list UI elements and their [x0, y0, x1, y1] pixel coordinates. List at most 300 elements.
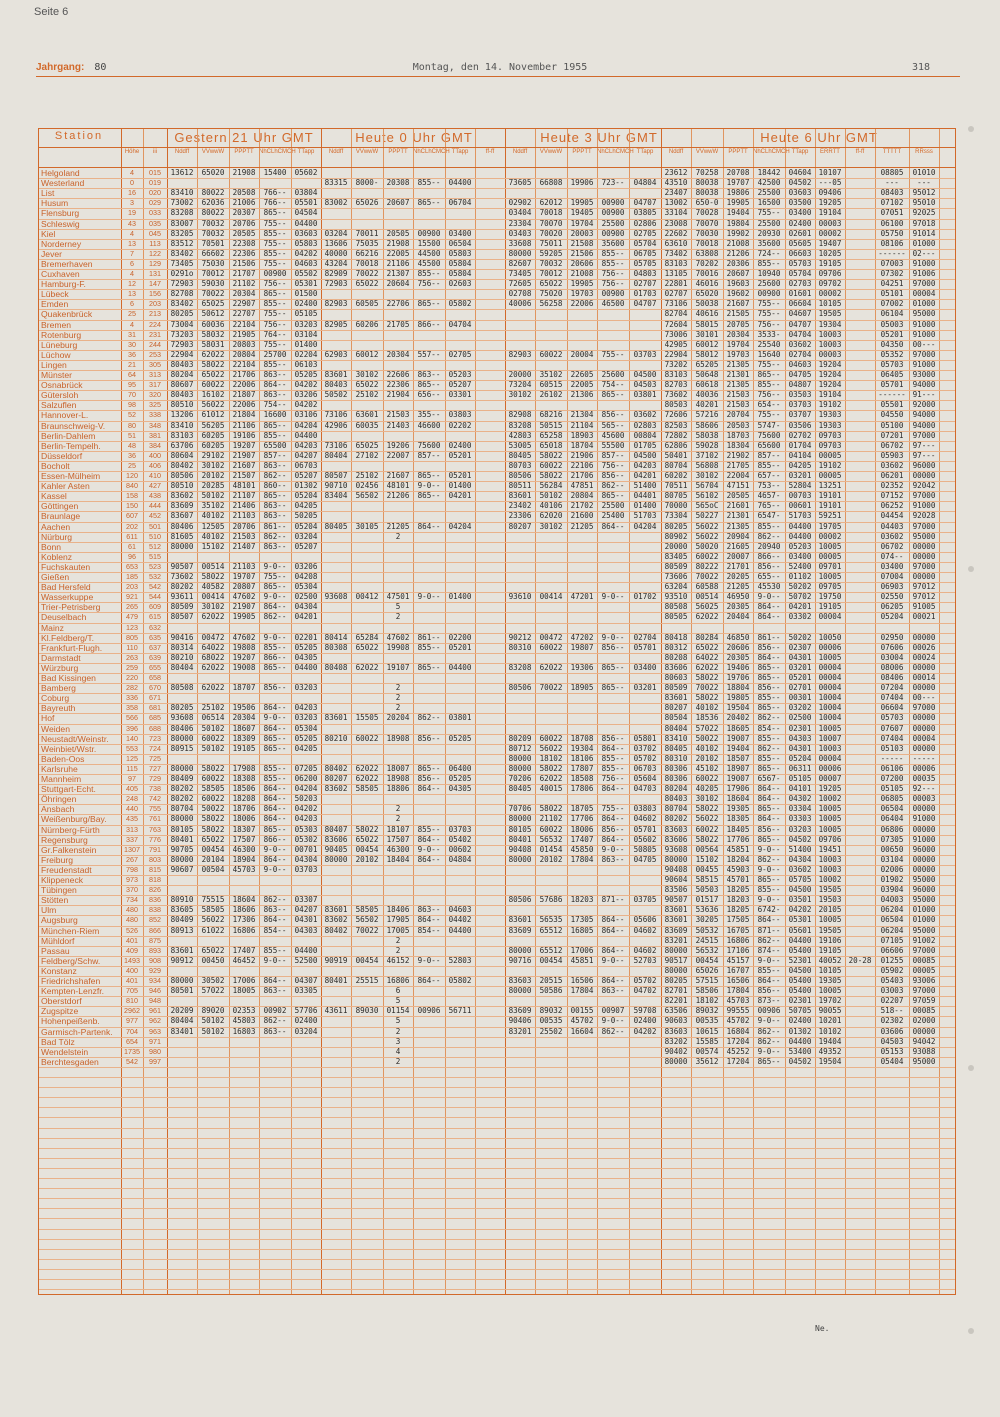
- obs-heute-6: [909, 623, 939, 633]
- obs-gestern-21: 21107: [232, 491, 256, 501]
- obs-heute-0: 20607: [386, 198, 410, 208]
- obs-heute-3: 21600: [570, 511, 594, 521]
- obs-heute-6: 02307: [788, 642, 812, 652]
- obs-heute-3: 80207: [508, 521, 532, 531]
- obs-gestern-21: 56205: [201, 420, 225, 430]
- obs-heute-6: 756--: [757, 390, 781, 400]
- obs-heute-6: [845, 693, 875, 703]
- obs-gestern-21: 03703: [294, 864, 318, 874]
- obs-heute-0: 18404: [386, 854, 410, 864]
- obs-heute-0: [351, 804, 383, 814]
- obs-heute-6: 94000: [912, 420, 936, 430]
- obs-gestern-21: 45803: [232, 1016, 256, 1026]
- obs-heute-3: [535, 582, 567, 592]
- obs-heute-6: 91000: [912, 258, 936, 268]
- obs-gestern-21: [259, 875, 291, 885]
- row-rule: [39, 1077, 955, 1078]
- obs-gestern-21: 73002: [170, 198, 194, 208]
- obs-heute-3: 21508: [570, 238, 594, 248]
- obs-heute-3: 62022: [539, 662, 563, 672]
- obs-heute-3: 864--: [601, 915, 625, 925]
- station-name: Jever: [41, 248, 63, 259]
- obs-heute-6: 03004: [880, 652, 904, 662]
- obs-heute-3: 855--: [601, 248, 625, 258]
- obs-heute-6: 22801: [664, 279, 688, 289]
- obs-heute-6: 864--: [757, 784, 781, 794]
- obs-heute-0: [413, 703, 445, 713]
- obs-heute-3: [597, 1057, 629, 1067]
- obs-heute-3: [597, 562, 629, 572]
- obs-heute-6: [875, 623, 909, 633]
- obs-heute-3: 60022: [539, 460, 563, 470]
- station-height: 52: [128, 410, 136, 420]
- obs-heute-6: 10007: [818, 733, 842, 743]
- obs-gestern-21: 864--: [263, 784, 287, 794]
- obs-heute-3: [535, 309, 567, 319]
- obs-heute-3: 89032: [539, 1006, 563, 1016]
- obs-gestern-21: 60022: [201, 774, 225, 783]
- obs-heute-0: 21206: [386, 491, 410, 501]
- obs-gestern-21: 865--: [263, 491, 287, 501]
- obs-heute-6: 05703: [880, 359, 904, 369]
- obs-heute-0: [351, 572, 383, 582]
- obs-gestern-21: 17908: [232, 763, 256, 773]
- station-height: 248: [126, 794, 138, 804]
- obs-heute-6: 20705: [726, 319, 750, 329]
- station-name: Mühldorf: [41, 935, 75, 946]
- obs-gestern-21: 00514: [201, 561, 225, 571]
- obs-heute-6: 10003: [818, 854, 842, 864]
- obs-heute-6: 00535: [695, 1016, 719, 1026]
- obs-gestern-21: 48101: [232, 481, 256, 491]
- obs-gestern-21: 62022: [201, 683, 225, 693]
- obs-gestern-21: 22104: [232, 359, 256, 369]
- obs-gestern-21: 866--: [263, 652, 287, 662]
- obs-heute-6: 63506: [664, 1006, 688, 1016]
- obs-heute-6: 755--: [757, 309, 781, 319]
- obs-heute-3: [597, 693, 629, 703]
- station-name: Düsseldorf: [41, 450, 83, 461]
- obs-heute-3: [629, 794, 661, 804]
- obs-gestern-21: 50102: [201, 723, 225, 733]
- obs-heute-3: 65512: [539, 925, 563, 935]
- obs-heute-6: 06504: [880, 804, 904, 814]
- obs-heute-3: 21506: [570, 248, 594, 258]
- obs-heute-3: 18704: [570, 440, 594, 450]
- obs-heute-6: 22004: [726, 471, 750, 480]
- obs-heute-0: [321, 996, 351, 1006]
- obs-heute-6: 20402: [726, 713, 750, 723]
- obs-heute-3: 65512: [539, 945, 563, 955]
- station-height: 798: [126, 864, 138, 874]
- obs-heute-0: 2: [395, 1056, 401, 1066]
- obs-heute-6: 05100: [880, 420, 904, 430]
- obs-gestern-21: 62022: [201, 349, 225, 359]
- obs-heute-6: 00564: [695, 844, 719, 854]
- obs-heute-3: 40015: [539, 784, 563, 794]
- obs-heute-0: 65022: [355, 279, 379, 289]
- obs-heute-6: [785, 623, 815, 633]
- obs-gestern-21: 00701: [294, 844, 318, 854]
- obs-heute-0: [321, 330, 351, 340]
- obs-gestern-21: 83601: [170, 945, 194, 955]
- obs-heute-6: [845, 1027, 875, 1037]
- obs-heute-6: [845, 330, 875, 340]
- station-height: 358: [126, 703, 138, 713]
- obs-heute-3: [535, 693, 567, 703]
- obs-heute-0: [383, 794, 413, 804]
- obs-heute-6: 33104: [664, 208, 688, 218]
- station-name: Mannheim: [41, 774, 82, 784]
- row-rule: [39, 1087, 955, 1088]
- obs-heute-0: 2: [395, 703, 401, 713]
- obs-heute-6: 02702: [788, 430, 812, 440]
- obs-heute-6: 05400: [788, 945, 812, 955]
- obs-heute-0: [445, 309, 475, 319]
- obs-gestern-21: 80402: [170, 460, 194, 470]
- obs-heute-6: 80504: [664, 713, 688, 723]
- obs-gestern-21: 863--: [263, 501, 287, 511]
- obs-heute-6: 00000: [912, 723, 936, 733]
- obs-heute-0: 21205: [386, 521, 410, 531]
- column-header: VVwwW: [201, 149, 225, 155]
- obs-heute-3: [567, 400, 597, 410]
- obs-gestern-21: [167, 936, 197, 946]
- obs-heute-6: [845, 1057, 875, 1067]
- obs-heute-0: 03801: [448, 713, 472, 723]
- obs-heute-6: 865--: [757, 662, 781, 672]
- station-index: 015: [149, 168, 161, 177]
- obs-gestern-21: 80022: [201, 188, 225, 198]
- obs-heute-6: 856--: [757, 683, 781, 693]
- obs-heute-3: [535, 188, 567, 198]
- obs-gestern-21: 16600: [263, 410, 287, 420]
- row-rule: [39, 1097, 955, 1098]
- obs-heute-6: 50020: [695, 541, 719, 551]
- obs-heute-3: 02902: [508, 198, 532, 208]
- obs-heute-6: 56102: [695, 491, 719, 501]
- obs-heute-3: [567, 693, 597, 703]
- obs-heute-0: 2: [395, 1026, 401, 1036]
- station-height: 115: [126, 763, 138, 773]
- obs-heute-0: [351, 168, 383, 178]
- obs-gestern-21: 80510: [170, 400, 194, 410]
- obs-gestern-21: 30102: [201, 602, 225, 612]
- obs-heute-6: 10107: [818, 168, 842, 177]
- obs-heute-6: 02707: [664, 289, 688, 299]
- obs-heute-0: 17507: [386, 834, 410, 844]
- station-height: 607: [126, 511, 138, 521]
- table-row: [39, 724, 955, 734]
- obs-heute-0: [321, 673, 351, 683]
- obs-heute-6: -----: [880, 753, 904, 763]
- obs-heute-3: 22605: [570, 370, 594, 379]
- obs-heute-0: [351, 330, 383, 340]
- obs-heute-0: 02456: [355, 481, 379, 491]
- obs-heute-3: 864--: [601, 834, 625, 844]
- obs-heute-6: 80404: [664, 723, 688, 733]
- obs-heute-3: 23402: [508, 501, 532, 511]
- obs-heute-6: 9-0--: [757, 955, 781, 965]
- obs-heute-3: [505, 794, 535, 804]
- station-height: 840: [126, 481, 138, 491]
- obs-gestern-21: 58505: [201, 784, 225, 794]
- obs-heute-3: 56532: [539, 834, 563, 844]
- obs-heute-6: 21505: [726, 309, 750, 319]
- obs-gestern-21: 18904: [232, 854, 256, 864]
- obs-heute-3: [629, 713, 661, 723]
- obs-gestern-21: 20304: [232, 289, 256, 299]
- obs-heute-3: 68216: [539, 410, 563, 420]
- obs-heute-3: 863--: [601, 854, 625, 864]
- obs-heute-6: 08805: [880, 168, 904, 177]
- obs-gestern-21: 35102: [201, 501, 225, 511]
- obs-heute-3: 19304: [570, 743, 594, 753]
- obs-gestern-21: 19105: [232, 743, 256, 753]
- obs-heute-0: [413, 309, 445, 319]
- obs-heute-3: 21205: [570, 521, 594, 531]
- station-height: 64: [128, 370, 136, 379]
- obs-heute-6: 10003: [818, 329, 842, 339]
- obs-heute-6: 00000: [912, 854, 936, 864]
- obs-heute-6: 05705: [788, 875, 812, 884]
- station-height: 401: [126, 935, 138, 945]
- obs-heute-0: [445, 552, 475, 562]
- obs-gestern-21: 22104: [232, 319, 256, 329]
- obs-heute-0: [445, 1016, 475, 1026]
- station-index: 639: [149, 652, 161, 662]
- obs-heute-0: 60022: [355, 733, 379, 743]
- row-rule: [39, 1138, 955, 1139]
- station-name: Freudenstadt: [41, 864, 92, 875]
- obs-gestern-21: 68022: [201, 652, 225, 662]
- obs-heute-0: 15500: [417, 238, 441, 248]
- obs-heute-0: 861--: [417, 632, 441, 642]
- obs-heute-0: [445, 623, 475, 633]
- obs-gestern-21: 83402: [170, 299, 194, 309]
- obs-heute-3: 70070: [539, 218, 563, 228]
- obs-heute-6: 854--: [757, 723, 781, 733]
- obs-heute-0: [413, 501, 445, 511]
- obs-heute-6: 53636: [695, 905, 719, 915]
- obs-heute-3: 05702: [633, 976, 657, 985]
- obs-gestern-21: 21707: [232, 269, 256, 278]
- obs-gestern-21: 83602: [170, 491, 194, 501]
- obs-heute-6: 80312: [664, 642, 688, 652]
- obs-gestern-21: 58022: [201, 763, 225, 773]
- obs-heute-3: 62022: [539, 774, 563, 783]
- obs-heute-6: 23407: [664, 188, 688, 198]
- obs-heute-3: [567, 936, 597, 946]
- obs-heute-6: 83601: [664, 915, 688, 925]
- obs-heute-6: 04704: [788, 329, 812, 339]
- obs-heute-0: [383, 168, 413, 178]
- station-name: Frankfurt-Flugh.: [41, 642, 103, 653]
- obs-gestern-21: 58022: [201, 814, 225, 824]
- station-name: Gütersloh: [41, 390, 79, 401]
- obs-heute-6: 40052: [818, 955, 842, 965]
- obs-heute-3: 863--: [601, 986, 625, 996]
- obs-heute-6: 17906: [726, 784, 750, 794]
- obs-heute-6: 856--: [757, 561, 781, 571]
- page-number: 318: [912, 62, 931, 73]
- obs-heute-6: 80208: [664, 652, 688, 662]
- obs-heute-6: 90408: [664, 864, 688, 874]
- obs-heute-6: 21305: [726, 380, 750, 390]
- obs-gestern-21: 04400: [294, 430, 318, 440]
- obs-gestern-21: 60022: [201, 380, 225, 390]
- station-height: 401: [126, 976, 138, 985]
- obs-heute-6: [845, 370, 875, 380]
- obs-heute-0: 21607: [386, 471, 410, 480]
- obs-gestern-21: 80401: [170, 834, 194, 844]
- obs-heute-0: 864--: [417, 521, 441, 531]
- obs-heute-3: 80000: [508, 763, 532, 773]
- obs-heute-0: 47501: [386, 592, 410, 602]
- obs-heute-6: 10005: [818, 986, 842, 996]
- punch-hole-icon: [968, 566, 974, 572]
- obs-heute-0: 48101: [386, 481, 410, 491]
- obs-gestern-21: 04304: [294, 854, 318, 864]
- obs-heute-6: 82703: [664, 380, 688, 390]
- obs-heute-6: 05103: [880, 743, 904, 753]
- obs-heute-3: 864--: [601, 925, 625, 935]
- table-row: [39, 522, 955, 532]
- obs-heute-6: 05703: [788, 258, 812, 268]
- obs-heute-3: [505, 532, 535, 542]
- obs-heute-6: 755--: [757, 299, 781, 309]
- obs-heute-6: 09703: [818, 440, 842, 450]
- obs-heute-6: [845, 612, 875, 622]
- obs-gestern-21: [167, 673, 197, 683]
- obs-gestern-21: 40102: [201, 531, 225, 541]
- obs-heute-3: [629, 330, 661, 340]
- obs-heute-0: [383, 360, 413, 370]
- obs-heute-6: 21503: [726, 390, 750, 400]
- obs-gestern-21: 02204: [294, 349, 318, 359]
- obs-heute-6: 03602: [880, 531, 904, 541]
- obs-heute-0: [413, 653, 445, 663]
- obs-heute-0: 30105: [355, 521, 379, 531]
- obs-heute-6: 95012: [912, 188, 936, 198]
- obs-heute-6: 20304: [726, 329, 750, 339]
- obs-heute-6: 08106: [880, 238, 904, 248]
- table-row: [39, 996, 955, 1006]
- obs-gestern-21: [291, 936, 321, 946]
- obs-heute-0: 2: [395, 945, 401, 955]
- obs-heute-6: 03104: [880, 854, 904, 864]
- obs-gestern-21: 80404: [170, 1016, 194, 1026]
- obs-heute-0: 02400: [448, 440, 472, 450]
- obs-heute-6: 03501: [788, 895, 812, 905]
- obs-heute-6: [845, 279, 875, 289]
- obs-gestern-21: 73405: [170, 258, 194, 268]
- obs-heute-6: 00514: [695, 592, 719, 602]
- station-height: 16: [128, 188, 136, 198]
- row-rule: [39, 1198, 955, 1199]
- station-name: Konstanz: [41, 965, 77, 976]
- obs-heute-3: 82908: [508, 410, 532, 420]
- obs-gestern-21: [229, 754, 259, 764]
- obs-heute-6: 21301: [726, 511, 750, 521]
- station-index: 681: [149, 703, 161, 713]
- obs-heute-0: [413, 582, 445, 592]
- obs-heute-6: 50702: [788, 592, 812, 602]
- obs-heute-6: 64022: [695, 652, 719, 662]
- table-row: [39, 1016, 955, 1026]
- obs-heute-6: [845, 188, 875, 198]
- obs-heute-0: 42906: [324, 420, 348, 430]
- obs-heute-3: 83201: [508, 1026, 532, 1036]
- station-height: 409: [126, 945, 138, 955]
- obs-gestern-21: 21907: [232, 602, 256, 612]
- obs-gestern-21: 21102: [232, 279, 256, 289]
- obs-heute-0: 62903: [324, 349, 348, 359]
- obs-heute-6: 16705: [726, 925, 750, 935]
- obs-heute-6: 73602: [664, 390, 688, 400]
- obs-heute-6: 18804: [726, 683, 750, 693]
- obs-heute-6: 03603: [788, 188, 812, 198]
- obs-gestern-21: 00900: [263, 269, 287, 278]
- obs-heute-6: 70030: [695, 228, 719, 238]
- obs-heute-6: 03201: [788, 471, 812, 480]
- obs-gestern-21: [167, 1057, 197, 1067]
- station-height: 479: [126, 612, 138, 622]
- table-row: [39, 875, 955, 885]
- obs-heute-6: 83609: [664, 925, 688, 935]
- obs-heute-0: [445, 188, 475, 198]
- obs-heute-6: [845, 340, 875, 350]
- obs-heute-6: 00004: [912, 289, 936, 299]
- obs-heute-3: 70706: [508, 804, 532, 814]
- table-row: [39, 380, 955, 390]
- obs-heute-6: 19404: [818, 1036, 842, 1046]
- obs-heute-6: 45252: [726, 1046, 750, 1056]
- station-name: Karlsruhe: [41, 763, 78, 774]
- obs-heute-6: 855--: [757, 885, 781, 895]
- header-rule-line: [39, 147, 955, 148]
- obs-heute-6: 02400: [788, 1016, 812, 1026]
- obs-heute-6: 19905: [726, 198, 750, 208]
- obs-heute-0: [383, 309, 413, 319]
- obs-heute-3: 80209: [508, 733, 532, 743]
- obs-heute-6: 862--: [757, 531, 781, 541]
- obs-heute-6: 04500: [788, 885, 812, 895]
- obs-heute-3: 59205: [539, 248, 563, 258]
- obs-gestern-21: [229, 885, 259, 895]
- obs-heute-0: [321, 683, 351, 693]
- obs-heute-0: [351, 986, 383, 996]
- obs-heute-3: 60022: [539, 349, 563, 359]
- obs-heute-0: 865--: [417, 471, 441, 480]
- station-name: Baden-Oos: [41, 753, 85, 764]
- obs-gestern-21: 13206: [170, 410, 194, 420]
- obs-heute-3: [505, 905, 535, 915]
- obs-heute-6: 01302: [788, 1026, 812, 1036]
- obs-heute-0: 855--: [417, 269, 441, 278]
- obs-heute-6: 855--: [757, 693, 781, 703]
- obs-heute-6: 70022: [695, 572, 719, 581]
- obs-heute-3: 65258: [539, 430, 563, 440]
- obs-heute-3: 35600: [601, 238, 625, 248]
- obs-heute-3: 62020: [539, 511, 563, 521]
- station-name: Freiburg: [41, 854, 73, 865]
- obs-heute-6: 04403: [880, 521, 904, 531]
- obs-heute-6: 01601: [788, 289, 812, 299]
- obs-heute-6: 9-0--: [757, 592, 781, 602]
- obs-heute-3: 21906: [570, 450, 594, 460]
- obs-heute-6: 51400: [788, 844, 812, 854]
